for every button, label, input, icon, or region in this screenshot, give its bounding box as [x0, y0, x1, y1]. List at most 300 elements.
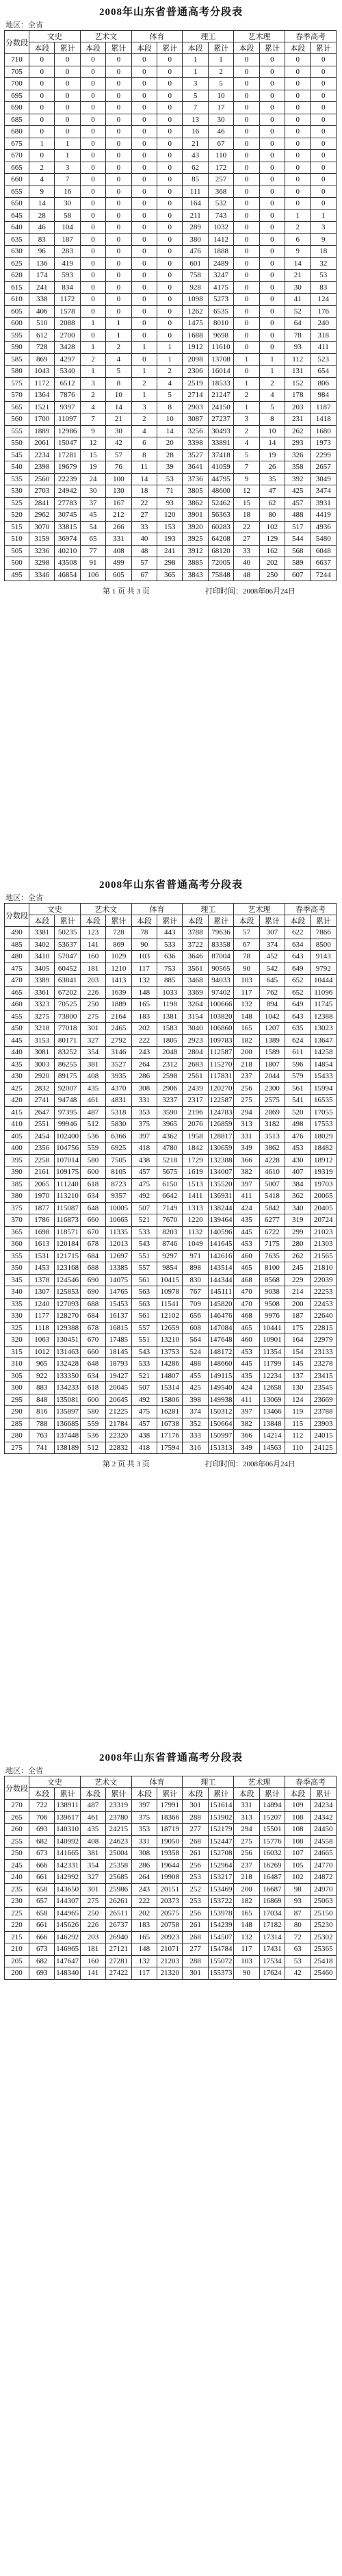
- count-cell: 15806: [157, 1394, 183, 1406]
- score-cell: 335: [5, 1298, 29, 1310]
- count-cell: 0: [234, 342, 259, 354]
- count-cell: 140992: [55, 1835, 80, 1848]
- sub-header-cum: 累计: [311, 915, 337, 927]
- count-cell: 381: [80, 1058, 105, 1071]
- count-cell: 3925: [183, 533, 208, 546]
- count-cell: 0: [29, 126, 55, 138]
- count-cell: 151313: [208, 1442, 233, 1454]
- count-cell: 0: [131, 353, 157, 366]
- count-cell: 176: [311, 305, 337, 318]
- count-cell: 658: [29, 1907, 55, 1920]
- count-cell: 8746: [157, 1238, 183, 1251]
- table-row: [5, 557, 337, 570]
- count-cell: 9: [29, 186, 55, 198]
- count-cell: 593: [55, 270, 80, 282]
- count-cell: 381: [80, 1848, 105, 1860]
- count-cell: 461: [80, 1095, 105, 1107]
- count-cell: 645: [259, 975, 285, 987]
- count-cell: 132: [234, 1931, 259, 1943]
- count-cell: 1912: [183, 342, 208, 354]
- count-cell: 517: [285, 521, 311, 533]
- count-cell: 32: [311, 257, 337, 270]
- count-cell: 758: [183, 270, 208, 282]
- table-row: [5, 1907, 337, 1920]
- count-cell: 0: [157, 329, 183, 342]
- count-cell: 435: [80, 1824, 105, 1836]
- count-cell: 453: [234, 1346, 259, 1358]
- count-cell: 7505: [106, 1154, 131, 1166]
- count-cell: 1970: [29, 1190, 55, 1203]
- count-cell: 20575: [157, 1907, 183, 1920]
- score-cell: 375: [5, 1202, 29, 1214]
- count-cell: 0: [55, 114, 80, 126]
- count-cell: 0: [285, 150, 311, 162]
- count-cell: 2519: [183, 377, 208, 390]
- count-cell: 41059: [208, 461, 233, 474]
- count-cell: 2920: [29, 1071, 55, 1083]
- count-cell: 9: [285, 246, 311, 258]
- count-cell: 533: [131, 1226, 157, 1238]
- count-cell: 2962: [29, 509, 55, 522]
- count-cell: 0: [234, 198, 259, 210]
- count-cell: 20045: [106, 1382, 131, 1394]
- count-cell: 634: [80, 1190, 105, 1203]
- table-row: [5, 425, 337, 437]
- score-cell: 225: [5, 1907, 29, 1920]
- count-cell: 19: [259, 449, 285, 461]
- score-cell: 240: [5, 1872, 29, 1884]
- count-cell: 21071: [157, 1943, 183, 1956]
- count-cell: 453: [285, 1143, 311, 1155]
- count-cell: 90: [131, 939, 157, 951]
- count-cell: 382: [234, 1166, 259, 1179]
- count-cell: 12013: [106, 1238, 131, 1251]
- count-cell: 2317: [183, 1095, 208, 1107]
- count-cell: 673: [29, 1943, 55, 1956]
- count-cell: 693: [29, 1967, 55, 1980]
- count-cell: 3862: [259, 1143, 285, 1155]
- table-row: [5, 1023, 337, 1035]
- count-cell: 26737: [106, 1920, 131, 1932]
- count-cell: 0: [259, 54, 285, 66]
- count-cell: 883: [29, 1382, 55, 1394]
- table-row: [5, 1095, 337, 1107]
- count-cell: 922: [29, 1370, 55, 1382]
- count-cell: 2714: [183, 390, 208, 402]
- count-cell: 648: [80, 1202, 105, 1214]
- count-cell: 0: [285, 198, 311, 210]
- count-cell: 1888: [208, 246, 233, 258]
- count-cell: 12697: [106, 1250, 131, 1262]
- count-cell: 153469: [208, 1883, 233, 1896]
- count-cell: 94033: [208, 975, 233, 987]
- count-cell: 561: [131, 1274, 157, 1286]
- count-cell: 658: [29, 1883, 55, 1896]
- count-cell: 140310: [55, 1824, 80, 1836]
- count-cell: 14765: [106, 1286, 131, 1299]
- count-cell: 340: [285, 1202, 311, 1214]
- count-cell: 656: [183, 1310, 208, 1323]
- table-row: [5, 246, 337, 258]
- count-cell: 0: [285, 66, 311, 78]
- table-row: [5, 1034, 337, 1047]
- count-cell: 661: [29, 1920, 55, 1932]
- count-cell: 1889: [29, 425, 55, 437]
- count-cell: 4228: [259, 1154, 285, 1166]
- count-cell: 18533: [208, 377, 233, 390]
- count-cell: 2161: [29, 1166, 55, 1179]
- count-cell: 4936: [311, 521, 337, 533]
- count-cell: 18793: [106, 1358, 131, 1370]
- sub-header-cum: 累计: [311, 42, 337, 54]
- count-cell: 5: [157, 390, 183, 402]
- count-cell: 2465: [106, 1023, 131, 1035]
- count-cell: 682: [29, 1955, 55, 1967]
- count-cell: 165: [234, 1907, 259, 1920]
- count-cell: 512: [80, 1119, 105, 1131]
- count-cell: 0: [311, 138, 337, 150]
- count-cell: 848: [29, 1394, 55, 1406]
- count-cell: 9976: [259, 1310, 285, 1323]
- count-cell: 5: [106, 366, 131, 378]
- count-cell: 392: [285, 473, 311, 485]
- score-cell: 245: [5, 1859, 29, 1872]
- count-cell: 1032: [208, 222, 233, 234]
- table-row: [5, 390, 337, 402]
- count-cell: 26511: [106, 1907, 131, 1920]
- count-cell: 5: [208, 78, 233, 90]
- count-cell: 398: [183, 1394, 208, 1406]
- count-cell: 0: [80, 150, 105, 162]
- table-row: [5, 1811, 337, 1824]
- count-cell: 0: [106, 294, 131, 306]
- score-cell: 470: [5, 975, 29, 987]
- count-cell: 589: [285, 557, 311, 570]
- count-cell: 524: [183, 1346, 208, 1358]
- count-cell: 0: [234, 233, 259, 246]
- count-cell: 193: [157, 533, 183, 546]
- count-cell: 470: [234, 1298, 259, 1310]
- count-cell: 0: [131, 138, 157, 150]
- score-cell: 390: [5, 1166, 29, 1179]
- count-cell: 557: [131, 1322, 157, 1334]
- sub-header-this: 本段: [131, 1788, 157, 1800]
- count-cell: 14894: [259, 1800, 285, 1812]
- count-cell: 0: [157, 294, 183, 306]
- count-cell: 3885: [183, 557, 208, 570]
- print-time: 打印时间：2008年06月24日: [205, 587, 295, 596]
- count-cell: 77018: [55, 1023, 80, 1035]
- count-cell: 11745: [311, 999, 337, 1011]
- count-cell: 1389: [259, 1034, 285, 1047]
- count-cell: 53637: [55, 939, 80, 951]
- table-row: [5, 102, 337, 114]
- table-body: [5, 1800, 337, 1980]
- count-cell: 9854: [157, 1262, 183, 1275]
- count-cell: 5: [234, 449, 259, 461]
- count-cell: 1973: [311, 437, 337, 450]
- count-cell: 3: [234, 413, 259, 426]
- count-cell: 2700: [55, 329, 80, 342]
- count-cell: 1198: [157, 999, 183, 1011]
- count-cell: 3513: [259, 1130, 285, 1143]
- table-row: [5, 1071, 337, 1083]
- count-cell: 313: [234, 1811, 259, 1824]
- count-cell: 22320: [106, 1430, 131, 1442]
- sub-header-this: 本段: [80, 915, 105, 927]
- count-cell: 1029: [106, 951, 131, 963]
- score-cell: 525: [5, 497, 29, 509]
- count-cell: 5418: [259, 1190, 285, 1203]
- count-cell: 10665: [106, 1214, 131, 1227]
- count-cell: 3474: [311, 485, 337, 498]
- table-row: [5, 437, 337, 450]
- sub-header-cum: 累计: [157, 915, 183, 927]
- page-number: 第 2 页 共 3 页: [103, 1460, 150, 1468]
- count-cell: 17431: [259, 1943, 285, 1956]
- sub-header-this: 本段: [80, 1788, 105, 1800]
- count-cell: 136931: [208, 1190, 233, 1203]
- count-cell: 14854: [311, 1058, 337, 1071]
- count-cell: 182: [234, 1896, 259, 1908]
- count-cell: 105: [285, 1859, 311, 1872]
- count-cell: 375: [131, 1119, 157, 1131]
- count-cell: 3: [80, 377, 105, 390]
- table-row: [5, 1920, 337, 1932]
- count-cell: 299: [285, 1226, 311, 1238]
- score-cell: 605: [5, 305, 29, 318]
- count-cell: 465: [234, 1322, 259, 1334]
- count-cell: 0: [157, 78, 183, 90]
- table-row: [5, 999, 337, 1011]
- count-cell: 132: [131, 1955, 157, 1967]
- print-time: 打印时间：2008年06月24日: [205, 1460, 295, 1468]
- count-cell: 118571: [55, 1226, 80, 1238]
- count-cell: 79636: [208, 927, 233, 939]
- count-cell: 3405: [29, 962, 55, 975]
- count-cell: 3935: [106, 1071, 131, 1083]
- count-cell: 4: [131, 425, 157, 437]
- count-cell: 138911: [55, 1800, 80, 1812]
- count-cell: 30: [285, 281, 311, 294]
- count-cell: 83358: [208, 939, 233, 951]
- count-cell: 492: [131, 1190, 157, 1203]
- count-cell: 104: [55, 222, 80, 234]
- count-cell: 0: [29, 66, 55, 78]
- table-row: [5, 1274, 337, 1286]
- count-cell: 25004: [106, 1848, 131, 1860]
- count-cell: 0: [106, 198, 131, 210]
- count-cell: 1172: [55, 294, 80, 306]
- count-cell: 23133: [311, 1346, 337, 1358]
- sub-header-this: 本段: [285, 42, 311, 54]
- table-row: [5, 1190, 337, 1203]
- count-cell: 0: [106, 186, 131, 198]
- count-cell: 16032: [259, 1848, 285, 1860]
- count-cell: 10444: [311, 975, 337, 987]
- count-cell: 15776: [259, 1835, 285, 1848]
- count-cell: 97395: [55, 1106, 80, 1119]
- count-cell: 543: [131, 1346, 157, 1358]
- count-cell: 102: [259, 521, 285, 533]
- table-row: [5, 1082, 337, 1095]
- score-cell: 205: [5, 1955, 29, 1967]
- count-cell: 54: [80, 521, 105, 533]
- count-cell: 0: [80, 126, 105, 138]
- count-cell: 9: [80, 425, 105, 437]
- count-cell: 18719: [157, 1824, 183, 1836]
- count-cell: 728: [29, 342, 55, 354]
- count-cell: 9698: [208, 329, 233, 342]
- count-cell: 107: [285, 1848, 311, 1860]
- count-cell: 123: [80, 927, 105, 939]
- count-cell: 411: [234, 1190, 259, 1203]
- count-cell: 2048: [157, 1047, 183, 1059]
- count-cell: 42: [285, 1967, 311, 1980]
- count-cell: 684: [80, 1250, 105, 1262]
- count-cell: 607: [285, 569, 311, 581]
- count-cell: 0: [80, 78, 105, 90]
- count-cell: 181: [80, 962, 105, 975]
- count-cell: 4: [157, 377, 183, 390]
- count-cell: 108: [285, 1824, 311, 1836]
- count-cell: 331: [131, 1095, 157, 1107]
- table-row: [5, 1896, 337, 1908]
- count-cell: 3159: [29, 533, 55, 546]
- count-cell: 261: [183, 1920, 208, 1932]
- count-cell: 0: [80, 270, 105, 282]
- count-cell: 0: [29, 150, 55, 162]
- count-cell: 634: [80, 1370, 105, 1382]
- count-cell: 1049: [183, 1238, 208, 1251]
- count-cell: 175: [285, 1322, 311, 1334]
- count-cell: 129388: [55, 1322, 80, 1334]
- count-cell: 0: [259, 162, 285, 174]
- count-cell: 146292: [55, 1931, 80, 1943]
- count-cell: 187: [285, 1310, 311, 1323]
- sub-header-cum: 累计: [311, 1788, 337, 1800]
- count-cell: 17182: [259, 1920, 285, 1932]
- count-cell: 165: [131, 999, 157, 1011]
- count-cell: 0: [29, 114, 55, 126]
- count-cell: 25302: [311, 1931, 337, 1943]
- count-cell: 1: [259, 366, 285, 378]
- count-cell: 0: [259, 294, 285, 306]
- count-cell: 63841: [55, 975, 80, 987]
- count-cell: 0: [80, 246, 105, 258]
- count-cell: 48: [234, 569, 259, 581]
- table-row: [5, 1358, 337, 1370]
- count-cell: 869: [106, 939, 131, 951]
- count-cell: 0: [131, 174, 157, 186]
- count-cell: 108: [285, 1811, 311, 1824]
- count-cell: 0: [157, 90, 183, 102]
- count-cell: 0: [80, 114, 105, 126]
- count-cell: 102400: [55, 1130, 80, 1143]
- count-cell: 0: [311, 186, 337, 198]
- group-header: 文史: [29, 904, 81, 915]
- count-cell: 3641: [183, 461, 208, 474]
- count-cell: 0: [259, 222, 285, 234]
- table-row: [5, 1967, 337, 1980]
- table-row: [5, 318, 337, 330]
- count-cell: 110: [285, 1442, 311, 1454]
- page-footer: [0, 1458, 342, 1472]
- count-cell: 618: [80, 1382, 105, 1394]
- count-cell: 7866: [311, 927, 337, 939]
- count-cell: 14: [29, 198, 55, 210]
- count-cell: 318: [311, 329, 337, 342]
- table-row: [5, 222, 337, 234]
- count-cell: 0: [131, 78, 157, 90]
- count-cell: 2647: [29, 1106, 55, 1119]
- count-cell: 1: [157, 353, 183, 366]
- count-cell: 78: [131, 927, 157, 939]
- count-cell: 8: [259, 413, 285, 426]
- count-cell: 0: [157, 66, 183, 78]
- count-cell: 1: [29, 138, 55, 150]
- count-cell: 0: [106, 54, 131, 66]
- count-cell: 313: [234, 1119, 259, 1131]
- count-cell: 3264: [183, 999, 208, 1011]
- count-cell: 0: [131, 150, 157, 162]
- count-cell: 353: [131, 1824, 157, 1836]
- count-cell: 533: [131, 1358, 157, 1370]
- count-cell: 20151: [157, 1883, 183, 1896]
- count-cell: 0: [234, 246, 259, 258]
- score-cell: 710: [5, 54, 29, 66]
- count-cell: 200: [234, 1047, 259, 1059]
- count-cell: 0: [106, 246, 131, 258]
- count-cell: 28: [29, 209, 55, 222]
- count-cell: 2439: [183, 1082, 208, 1095]
- count-cell: 6512: [55, 377, 80, 390]
- table-row: [5, 1226, 337, 1238]
- count-cell: 643: [285, 1010, 311, 1023]
- count-cell: 33: [131, 521, 157, 533]
- count-cell: 2306: [183, 366, 208, 378]
- table-row: [5, 1418, 337, 1430]
- count-cell: 0: [157, 186, 183, 198]
- count-cell: 133350: [55, 1370, 80, 1382]
- count-cell: 141: [80, 1967, 105, 1980]
- count-cell: 600: [80, 1394, 105, 1406]
- table-row: [5, 927, 337, 939]
- score-cell: 630: [5, 246, 29, 258]
- sub-header-cum: 累计: [259, 1788, 285, 1800]
- count-cell: 0: [311, 54, 337, 66]
- count-cell: 21784: [106, 1418, 131, 1430]
- count-cell: 0: [106, 257, 131, 270]
- group-header: 文史: [29, 31, 81, 42]
- count-cell: 563: [131, 1298, 157, 1310]
- count-cell: 16014: [208, 366, 233, 378]
- count-cell: 3218: [29, 1023, 55, 1035]
- count-cell: 21303: [311, 1238, 337, 1251]
- count-cell: 57: [106, 449, 131, 461]
- table-row: [5, 66, 337, 78]
- count-cell: 57: [131, 557, 157, 570]
- count-cell: 91: [80, 557, 105, 570]
- count-cell: 155373: [208, 1967, 233, 1980]
- count-cell: 268: [183, 1931, 208, 1943]
- table-row: [5, 533, 337, 546]
- count-cell: 112: [285, 1430, 311, 1442]
- count-cell: 2312: [157, 1058, 183, 1071]
- group-header: 文史: [29, 1776, 81, 1788]
- score-cell: 405: [5, 1130, 29, 1143]
- count-cell: 17534: [259, 1955, 285, 1967]
